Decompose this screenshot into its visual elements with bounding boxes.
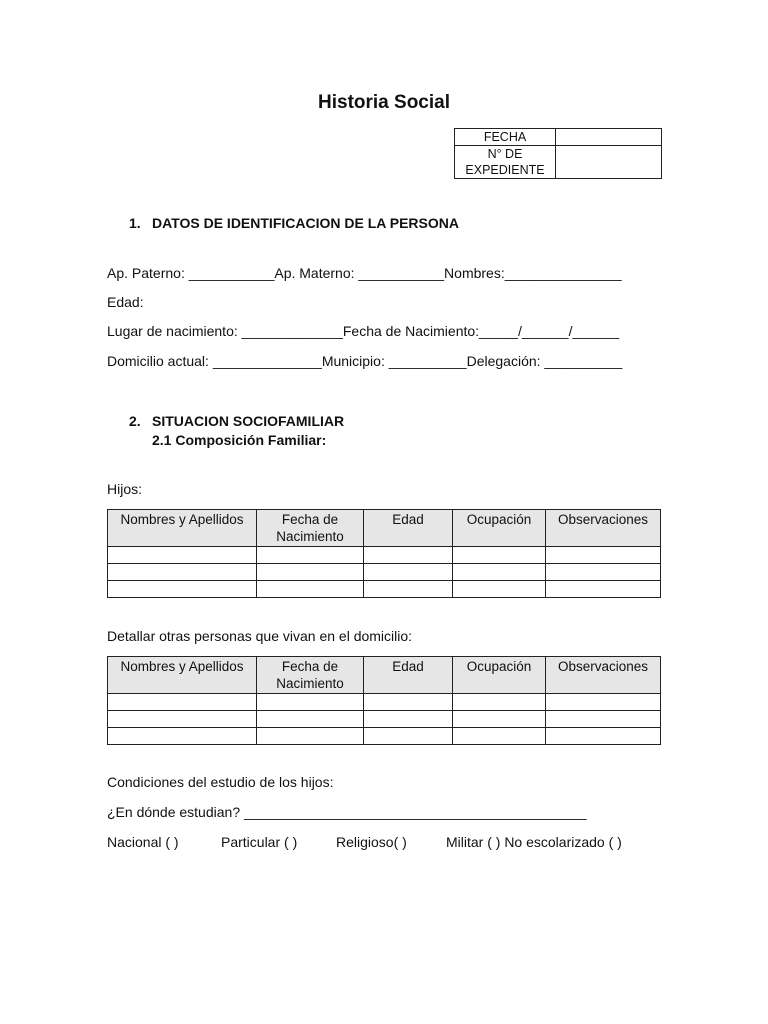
table-cell[interactable] [546, 711, 661, 728]
meta-value-fecha[interactable] [556, 129, 662, 146]
section1-title: DATOS DE IDENTIFICACION DE LA PERSONA [152, 215, 459, 231]
header-ocupacion: Ocupación [453, 657, 546, 694]
table-cell[interactable] [453, 581, 546, 598]
header-ocupacion: Ocupación [453, 510, 546, 547]
table-row [108, 581, 661, 598]
header-edad: Edad [364, 657, 453, 694]
table-cell[interactable] [453, 564, 546, 581]
field-domicilio[interactable]: Domicilio actual: ______________Municipio: __________Delegación: __________ [107, 353, 623, 369]
table-cell[interactable] [257, 694, 364, 711]
meta-row-fecha [455, 129, 662, 146]
table-cell[interactable] [453, 547, 546, 564]
section2-subtitle: 2.1 Composición Familiar: [152, 432, 327, 448]
table-cell[interactable] [257, 711, 364, 728]
field-edad[interactable]: Edad: [107, 294, 144, 310]
header-nombres: Nombres y Apellidos [108, 657, 257, 694]
field-nacimiento[interactable]: Lugar de nacimiento: _____________Fecha de Nacimiento:_____/______/______ [107, 323, 620, 339]
meta-label-expediente [455, 146, 556, 179]
header-fecha: Fecha de Nacimiento [257, 657, 364, 694]
table-row [108, 564, 661, 581]
table-cell[interactable] [364, 711, 453, 728]
table-row [108, 728, 661, 745]
option-religioso[interactable]: Religioso( ) [336, 834, 407, 850]
section2-number: 2. [129, 413, 141, 429]
table-cell[interactable] [108, 694, 257, 711]
table-cell[interactable] [546, 694, 661, 711]
table-cell[interactable] [108, 564, 257, 581]
table-cell[interactable] [364, 564, 453, 581]
meta-label-expediente-text: N° DE EXPEDIENTE [465, 147, 545, 177]
option-militar-no-escolarizado[interactable]: Militar ( ) No escolarizado ( ) [446, 834, 622, 850]
table-cell[interactable] [453, 711, 546, 728]
field-apellidos-nombres[interactable]: Ap. Paterno: ___________Ap. Materno: ___________Nombres:_______________ [107, 265, 622, 281]
section1-number: 1. [129, 215, 141, 231]
table-cell[interactable] [108, 728, 257, 745]
otras-personas-label: Detallar otras personas que vivan en el domicilio: [107, 628, 413, 644]
estudio-label: Condiciones del estudio de los hijos: [107, 774, 334, 790]
table-cell[interactable] [364, 694, 453, 711]
table-cell[interactable] [546, 547, 661, 564]
page-title: Historia Social [318, 92, 450, 113]
field-donde-estudian[interactable]: ¿En dónde estudian? ____________________________________________ [107, 804, 587, 820]
table-cell[interactable] [364, 728, 453, 745]
meta-table [454, 128, 662, 179]
table-cell[interactable] [364, 547, 453, 564]
hijos-table [107, 509, 661, 598]
meta-value-expediente[interactable] [556, 146, 662, 179]
option-nacional[interactable]: Nacional ( ) [107, 834, 179, 850]
header-observaciones: Observaciones [546, 657, 661, 694]
table-cell[interactable] [453, 694, 546, 711]
option-particular[interactable]: Particular ( ) [221, 834, 298, 850]
table-cell[interactable] [364, 581, 453, 598]
hijos-header-row [108, 510, 661, 547]
otras-personas-table [107, 656, 661, 745]
otras-header-row [108, 657, 661, 694]
section2-title: SITUACION SOCIOFAMILIAR [152, 413, 345, 429]
table-cell[interactable] [257, 547, 364, 564]
table-cell[interactable] [257, 564, 364, 581]
table-cell[interactable] [453, 728, 546, 745]
header-fecha: Fecha de Nacimiento [257, 510, 364, 547]
table-cell[interactable] [546, 728, 661, 745]
table-cell[interactable] [108, 547, 257, 564]
table-row [108, 547, 661, 564]
table-cell[interactable] [108, 581, 257, 598]
header-nombres: Nombres y Apellidos [108, 510, 257, 547]
header-observaciones: Observaciones [546, 510, 661, 547]
table-row [108, 711, 661, 728]
meta-label-fecha: FECHA [455, 129, 556, 146]
header-edad: Edad [364, 510, 453, 547]
meta-row-expediente [455, 146, 662, 179]
table-cell[interactable] [546, 581, 661, 598]
table-cell[interactable] [108, 711, 257, 728]
table-row [108, 694, 661, 711]
table-cell[interactable] [257, 581, 364, 598]
table-cell[interactable] [257, 728, 364, 745]
hijos-label: Hijos: [107, 481, 143, 497]
table-cell[interactable] [546, 564, 661, 581]
